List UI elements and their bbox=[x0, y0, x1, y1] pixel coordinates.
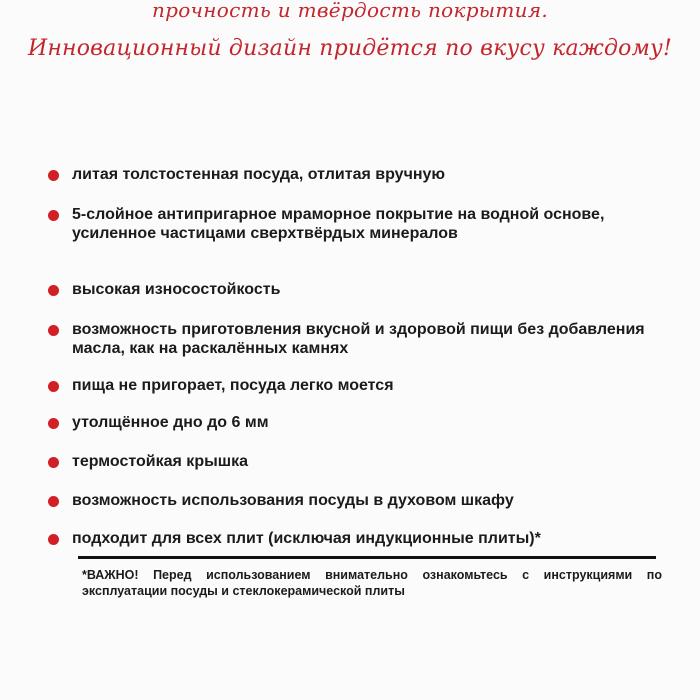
header-tagline-2: Инновационный дизайн придётся по вкусу каждому! bbox=[27, 36, 673, 61]
feature-text: литая толстостенная посуда, отлитая вручную bbox=[72, 166, 446, 183]
bullet-dot-icon bbox=[48, 418, 59, 429]
feature-text: утолщённое дно до 6 мм bbox=[72, 414, 269, 431]
feature-text: 5-слойное антипригарное мраморное покрытие на водной основе, усиленное частицами сверхтвёрдых минералов bbox=[72, 206, 605, 242]
bullet-dot-icon bbox=[48, 170, 59, 181]
feature-text: возможность приготовления вкусной и здоровой пищи без добавления масла, как на раскалённых камнях bbox=[72, 321, 645, 357]
feature-text: возможность использования посуды в духовом шкафу bbox=[72, 492, 514, 509]
feature-text: высокая износостойкость bbox=[72, 281, 281, 298]
divider-line bbox=[78, 556, 656, 559]
bullet-dot-icon bbox=[48, 285, 59, 296]
bullet-dot-icon bbox=[48, 534, 59, 545]
header-tagline-1: прочность и твёрдость покрытия. bbox=[151, 0, 549, 22]
feature-text: термостойкая крышка bbox=[72, 453, 248, 470]
bullet-dot-icon bbox=[48, 496, 59, 507]
feature-text: пища не пригорает, посуда легко моется bbox=[72, 377, 394, 394]
bullet-dot-icon bbox=[48, 325, 59, 336]
bullet-dot-icon bbox=[48, 457, 59, 468]
bullet-dot-icon bbox=[48, 381, 59, 392]
important-note: *ВАЖНО! Перед использованием внимательно ознакомьтесь с инструкциями по эксплуатации посуды и стеклокерамической плиты bbox=[82, 568, 662, 598]
bullet-dot-icon bbox=[48, 210, 59, 221]
feature-text: подходит для всех плит (исключая индукционные плиты)* bbox=[72, 530, 541, 547]
